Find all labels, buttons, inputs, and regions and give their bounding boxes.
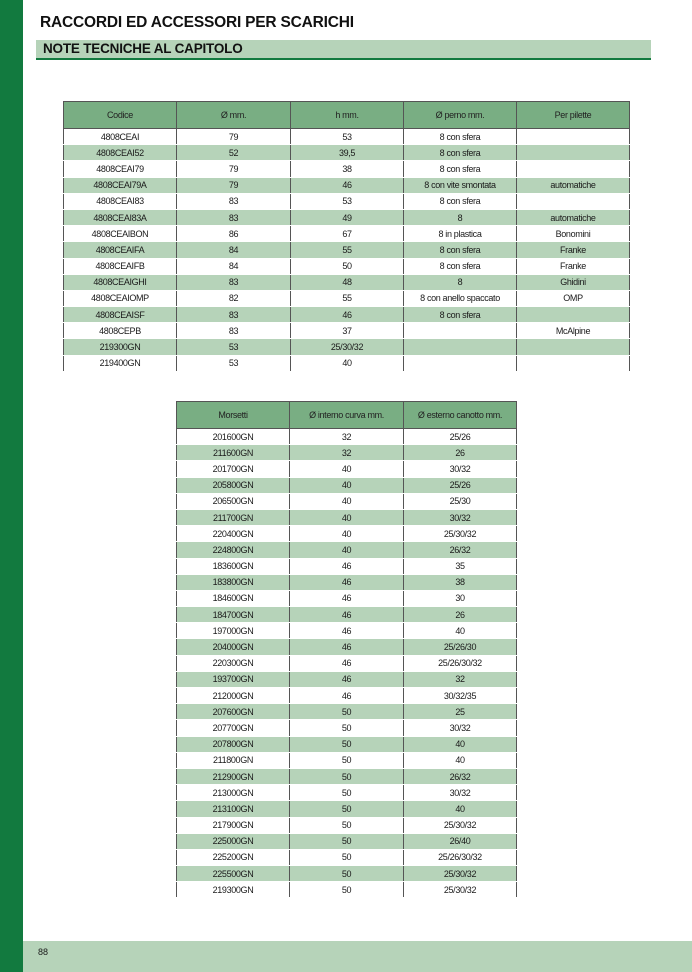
table-row: [177, 639, 517, 655]
table-cell: 30/32/35: [404, 688, 517, 704]
table-cell: 219300GN: [64, 339, 177, 355]
table-cell: 8 con sfera: [404, 145, 517, 161]
table-cell: 220400GN: [177, 526, 290, 542]
table-cell: Ghidini: [517, 274, 630, 290]
table-cell: 204000GN: [177, 639, 290, 655]
table-cell: 211600GN: [177, 445, 290, 461]
table-cell: 40: [291, 355, 404, 371]
table-cell: 25/26/30/32: [404, 849, 517, 865]
table-cell: 225200GN: [177, 849, 290, 865]
table-body: [177, 429, 517, 898]
table-cell: 79: [177, 177, 291, 193]
column-header: Per pilette: [517, 102, 630, 129]
page-number: 88: [38, 947, 49, 957]
table-cell: 82: [177, 290, 291, 306]
table-row: [177, 558, 517, 574]
side-color-bar: [0, 0, 23, 972]
table-row: [177, 768, 517, 784]
table-cell: 8: [404, 274, 517, 290]
table-cell: 220300GN: [177, 655, 290, 671]
footer-bar: [23, 941, 692, 972]
table-cell: 40: [290, 477, 404, 493]
table-cell: 207800GN: [177, 736, 290, 752]
table-row: [177, 688, 517, 704]
table-cell: 224800GN: [177, 542, 290, 558]
table-row: [177, 785, 517, 801]
table-row: [177, 477, 517, 493]
table-cell: 32: [290, 429, 404, 445]
column-header: h mm.: [291, 102, 404, 129]
table-cell: 4808CEAI52: [64, 145, 177, 161]
table-row: [177, 590, 517, 606]
table-cell: 201600GN: [177, 429, 290, 445]
table-cell: 26/32: [404, 542, 517, 558]
table-cell: 4808CEAISF: [64, 307, 177, 323]
table-cell: 46: [290, 671, 404, 687]
table-cell: 217900GN: [177, 817, 290, 833]
table-cell: 79: [177, 161, 291, 177]
table-cell: 40: [290, 461, 404, 477]
table-row: [64, 145, 630, 161]
table-cell: 83: [177, 307, 291, 323]
table-cell: 50: [290, 833, 404, 849]
column-header: Ø mm.: [177, 102, 291, 129]
table-row: [177, 445, 517, 461]
table-cell: 4808CEAIGHI: [64, 274, 177, 290]
section-subtitle: NOTE TECNICHE AL CAPITOLO: [43, 41, 243, 56]
table-cell: 184600GN: [177, 590, 290, 606]
table-row: [177, 655, 517, 671]
table-cell: [404, 355, 517, 371]
table-row: [177, 817, 517, 833]
table-cell: [517, 193, 630, 209]
table-cell: 183600GN: [177, 558, 290, 574]
table-row: [177, 671, 517, 687]
table-row: [177, 801, 517, 817]
table-cell: 25/30/32: [291, 339, 404, 355]
table-cell: 83: [177, 193, 291, 209]
table-cell: 25/30/32: [404, 882, 517, 898]
table-cell: 50: [290, 866, 404, 882]
table-cell: 207600GN: [177, 704, 290, 720]
table-cell: 25: [404, 704, 517, 720]
table-cell: 46: [291, 177, 404, 193]
table-cell: 8 con sfera: [404, 161, 517, 177]
table-row: [64, 339, 630, 355]
table-cell: [404, 323, 517, 339]
table-cell: 50: [291, 258, 404, 274]
table-cell: 37: [291, 323, 404, 339]
table-cell: [517, 145, 630, 161]
table-row: [177, 526, 517, 542]
table-row: [177, 704, 517, 720]
table-cell: [517, 339, 630, 355]
table-cell: 26: [404, 445, 517, 461]
table-cell: 50: [290, 849, 404, 865]
table-row: [177, 623, 517, 639]
column-header: Codice: [64, 102, 177, 129]
table-cell: 32: [290, 445, 404, 461]
table-cell: 207700GN: [177, 720, 290, 736]
table-cell: 55: [291, 242, 404, 258]
table-cell: 4808CEAI79A: [64, 177, 177, 193]
table-cell: 8 con sfera: [404, 193, 517, 209]
table-row: [177, 752, 517, 768]
table-cell: 25/26: [404, 477, 517, 493]
table-row: [177, 574, 517, 590]
table-cell: 4808CEAI79: [64, 161, 177, 177]
table-cell: 25/30/32: [404, 526, 517, 542]
table-cell: 40: [404, 736, 517, 752]
table-cell: 30/32: [404, 461, 517, 477]
table-cell: 52: [177, 145, 291, 161]
table-cell: 213000GN: [177, 785, 290, 801]
table-cell: 211700GN: [177, 509, 290, 525]
table-cell: 8 con sfera: [404, 129, 517, 145]
table-cell: 212900GN: [177, 768, 290, 784]
table-row: [64, 323, 630, 339]
table-cell: automatiche: [517, 177, 630, 193]
table-row: [177, 542, 517, 558]
table-cell: 83: [177, 274, 291, 290]
table-cell: 40: [404, 752, 517, 768]
table-cell: 8 con anello spaccato: [404, 290, 517, 306]
table-cell: 26/40: [404, 833, 517, 849]
table-cell: 213100GN: [177, 801, 290, 817]
table-row: [64, 258, 630, 274]
table-cell: 50: [290, 882, 404, 898]
table-cell: 50: [290, 720, 404, 736]
table-cell: [517, 161, 630, 177]
table-cell: 225500GN: [177, 866, 290, 882]
table-row: [64, 209, 630, 225]
table-cell: 53: [291, 193, 404, 209]
table-cell: 4808CEPB: [64, 323, 177, 339]
table-body: [64, 129, 630, 372]
table-cell: Franke: [517, 258, 630, 274]
table-cell: 50: [290, 736, 404, 752]
table-cell: 46: [290, 655, 404, 671]
subtitle-rule: [36, 58, 651, 60]
table-row: [64, 129, 630, 145]
table-row: [64, 193, 630, 209]
table-row: [64, 355, 630, 371]
table-cell: 84: [177, 258, 291, 274]
table-cell: 46: [291, 307, 404, 323]
table-row: [64, 274, 630, 290]
table-cell: 50: [290, 817, 404, 833]
table-cell: 4808CEAI: [64, 129, 177, 145]
table-cell: 83: [177, 209, 291, 225]
table-cell: 39,5: [291, 145, 404, 161]
table-row: [177, 849, 517, 865]
table-cell: 4808CEAIOMP: [64, 290, 177, 306]
table-cell: 4808CEAIFB: [64, 258, 177, 274]
table-cell: 26/32: [404, 768, 517, 784]
table-cell: 50: [290, 704, 404, 720]
table-cell: 25/26/30/32: [404, 655, 517, 671]
table-row: [64, 307, 630, 323]
table-cell: 49: [291, 209, 404, 225]
table-header-row: [177, 402, 517, 429]
table-cell: 30/32: [404, 720, 517, 736]
table-cell: McAlpine: [517, 323, 630, 339]
table-cell: 46: [290, 558, 404, 574]
table-cell: 4808CEAIFA: [64, 242, 177, 258]
table-cell: 197000GN: [177, 623, 290, 639]
table-cell: 53: [291, 129, 404, 145]
table-cell: 212000GN: [177, 688, 290, 704]
table-cell: 86: [177, 226, 291, 242]
table-cell: 184700GN: [177, 607, 290, 623]
table-cell: 25/30/32: [404, 817, 517, 833]
table-cell: automatiche: [517, 209, 630, 225]
table-cell: 50: [290, 801, 404, 817]
table-row: [177, 461, 517, 477]
column-header: Ø esterno canotto mm.: [404, 402, 517, 429]
drain-accessories-table: [63, 101, 630, 372]
table-cell: 4808CEAI83: [64, 193, 177, 209]
table-cell: 46: [290, 623, 404, 639]
table-row: [177, 720, 517, 736]
table-cell: 30: [404, 590, 517, 606]
table-cell: 38: [291, 161, 404, 177]
table-cell: 193700GN: [177, 671, 290, 687]
table-cell: [404, 339, 517, 355]
table-cell: 25/26/30: [404, 639, 517, 655]
table-cell: [517, 129, 630, 145]
table-cell: 40: [290, 542, 404, 558]
table-cell: 35: [404, 558, 517, 574]
table-cell: 83: [177, 323, 291, 339]
table-cell: 40: [290, 526, 404, 542]
table-cell: 8 con sfera: [404, 242, 517, 258]
table-row: [64, 290, 630, 306]
column-header: Ø interno curva mm.: [290, 402, 404, 429]
table-cell: [517, 307, 630, 323]
table-cell: 25/26: [404, 429, 517, 445]
table-cell: 32: [404, 671, 517, 687]
table-cell: Bonomini: [517, 226, 630, 242]
table-cell: 67: [291, 226, 404, 242]
table-cell: 40: [290, 509, 404, 525]
table-cell: 8 con sfera: [404, 307, 517, 323]
table-cell: 48: [291, 274, 404, 290]
table-cell: 26: [404, 607, 517, 623]
table-cell: 46: [290, 639, 404, 655]
table-cell: 25/30/32: [404, 866, 517, 882]
table-cell: 30/32: [404, 785, 517, 801]
table-header-row: [64, 102, 630, 129]
column-header: Morsetti: [177, 402, 290, 429]
table-cell: 55: [291, 290, 404, 306]
table-row: [177, 607, 517, 623]
table-cell: 46: [290, 607, 404, 623]
table-cell: 53: [177, 355, 291, 371]
table-cell: 8 in plastica: [404, 226, 517, 242]
clamps-table: [176, 401, 517, 898]
table-row: [64, 177, 630, 193]
table-cell: OMP: [517, 290, 630, 306]
table-row: [64, 161, 630, 177]
table-cell: 225000GN: [177, 833, 290, 849]
table-cell: 46: [290, 688, 404, 704]
table-cell: 206500GN: [177, 493, 290, 509]
table-cell: 84: [177, 242, 291, 258]
table-row: [177, 833, 517, 849]
table-cell: 4808CEAIBON: [64, 226, 177, 242]
table-cell: 8 con vite smontata: [404, 177, 517, 193]
table-row: [177, 429, 517, 445]
table-row: [64, 226, 630, 242]
table-cell: 38: [404, 574, 517, 590]
table-cell: 205800GN: [177, 477, 290, 493]
table-cell: [517, 355, 630, 371]
table-cell: 219400GN: [64, 355, 177, 371]
table-cell: Franke: [517, 242, 630, 258]
table-cell: 46: [290, 574, 404, 590]
table-cell: 40: [404, 623, 517, 639]
table-row: [64, 242, 630, 258]
table-cell: 183800GN: [177, 574, 290, 590]
table-row: [177, 866, 517, 882]
table-cell: 211800GN: [177, 752, 290, 768]
table-cell: 40: [404, 801, 517, 817]
table-cell: 8: [404, 209, 517, 225]
table-cell: 25/30: [404, 493, 517, 509]
table-cell: 50: [290, 768, 404, 784]
table-cell: 46: [290, 590, 404, 606]
table-cell: 53: [177, 339, 291, 355]
table-cell: 50: [290, 785, 404, 801]
table-row: [177, 736, 517, 752]
table-row: [177, 493, 517, 509]
table-cell: 40: [290, 493, 404, 509]
page-title: RACCORDI ED ACCESSORI PER SCARICHI: [40, 14, 354, 31]
table-cell: 79: [177, 129, 291, 145]
table-row: [177, 882, 517, 898]
table-cell: 201700GN: [177, 461, 290, 477]
table-cell: 50: [290, 752, 404, 768]
table-cell: 30/32: [404, 509, 517, 525]
table-row: [177, 509, 517, 525]
table-cell: 219300GN: [177, 882, 290, 898]
column-header: Ø perno mm.: [404, 102, 517, 129]
table-cell: 8 con sfera: [404, 258, 517, 274]
table-cell: 4808CEAI83A: [64, 209, 177, 225]
